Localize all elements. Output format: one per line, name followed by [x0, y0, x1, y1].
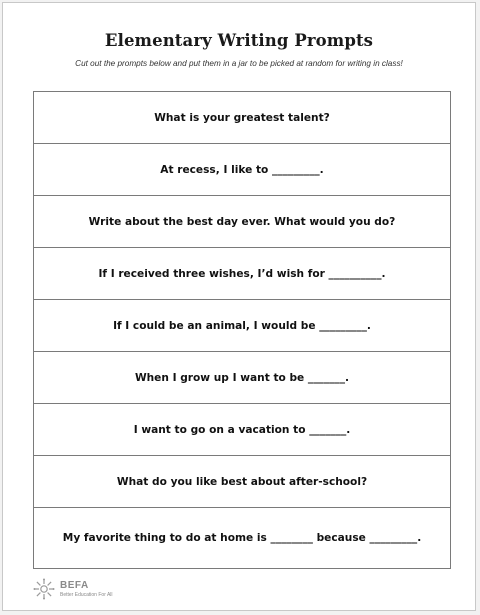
table-row — [34, 508, 451, 569]
logo-text — [60, 581, 113, 598]
table-row — [34, 248, 451, 300]
prompt-cell: My favorite thing to do at home is ________ because _________. — [34, 508, 451, 569]
prompt-cell: At recess, I like to _________. — [34, 144, 451, 196]
prompt-cell: When I grow up I want to be _______. — [34, 352, 451, 404]
prompt-cell: What is your greatest talent? — [34, 92, 451, 144]
table-row — [34, 352, 451, 404]
prompt-cell: If I received three wishes, I’d wish for __________. — [34, 248, 451, 300]
prompt-cell: I want to go on a vacation to _______. — [34, 404, 451, 456]
instructions-text: Cut out the prompts below and put them in a jar to be picked at random for writing in class! — [75, 59, 403, 68]
prompt-cell: Write about the best day ever. What would you do? — [34, 196, 451, 248]
table-row — [34, 144, 451, 196]
prompt-cell: If I could be an animal, I would be _________. — [34, 300, 451, 352]
footer-logo — [33, 576, 113, 602]
table-row — [34, 300, 451, 352]
document-page — [2, 2, 476, 611]
prompt-cell: What do you like best about after-school? — [34, 456, 451, 508]
table-row — [34, 456, 451, 508]
sun-burst-logo-icon — [33, 578, 55, 600]
prompts-table — [33, 91, 451, 569]
logo-tagline: Better Education For All — [60, 591, 113, 598]
page-title: Elementary Writing Prompts — [104, 31, 374, 50]
logo-name: BEFA — [60, 579, 89, 591]
table-row — [34, 404, 451, 456]
table-row — [34, 196, 451, 248]
table-row — [34, 92, 451, 144]
